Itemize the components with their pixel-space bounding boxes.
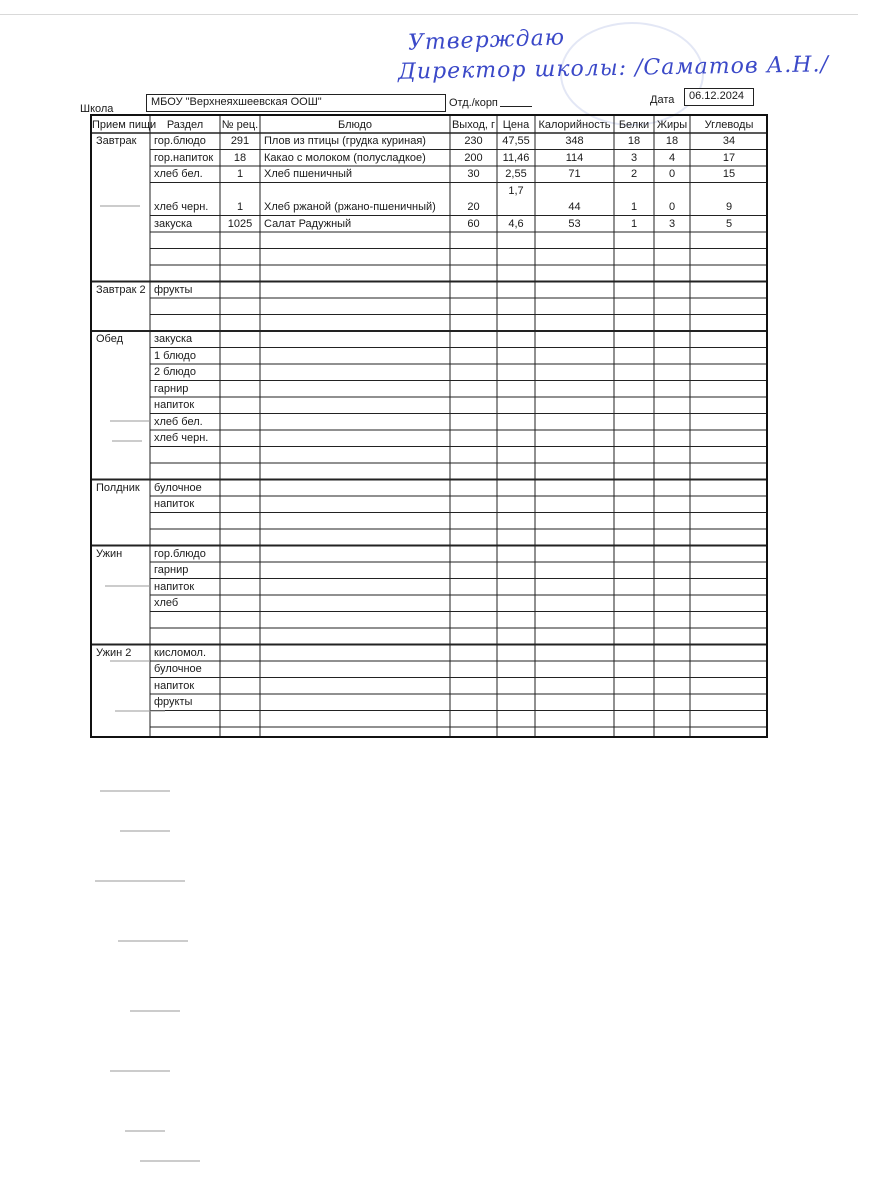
section-label: гарнир	[154, 382, 189, 395]
scan-noise	[110, 1070, 170, 1072]
section-label: хлеб черн.	[154, 432, 209, 444]
section-label: напиток	[154, 399, 195, 411]
menu-cell-carbs: 9	[725, 201, 733, 213]
menu-cell-section: хлеб бел.	[154, 168, 203, 180]
section-label: фрукты	[154, 283, 193, 296]
scan-noise	[140, 1160, 200, 1162]
date-label: Дата	[650, 94, 675, 106]
section-label: булочное	[154, 663, 202, 675]
menu-cell-carbs: 5	[725, 217, 733, 230]
menu-cell-yield: 200	[464, 151, 483, 164]
menu-cell-price: 11,46	[502, 151, 530, 164]
menu-cell-kcal: 114	[565, 151, 584, 164]
section-label: 2 блюдо	[154, 366, 196, 378]
meal-name: Ужин 2	[96, 646, 132, 659]
scan-noise	[118, 940, 188, 942]
menu-cell-carbs: 34	[722, 135, 736, 147]
section-label: хлеб бел.	[154, 415, 203, 428]
menu-cell-recipe: 1025	[227, 217, 253, 230]
section-label: напиток	[154, 498, 195, 510]
menu-cell-recipe: 18	[233, 151, 247, 164]
column-header: Цена	[502, 119, 530, 131]
scan-noise	[95, 880, 185, 882]
menu-cell-price: 2,55	[505, 168, 527, 180]
menu-cell-dish: Какао с молоком (полусладкое)	[264, 151, 426, 164]
scan-edge-line	[0, 14, 858, 15]
school-name-field: МБОУ "Верхнеяхшеевская ООШ"	[146, 94, 446, 112]
menu-cell-carbs: 17	[722, 151, 736, 164]
section-label: фрукты	[154, 696, 193, 708]
scan-noise	[110, 660, 150, 662]
menu-cell-fat: 3	[668, 217, 676, 230]
menu-cell-kcal: 348	[565, 135, 584, 147]
menu-cell-dish: Салат Радужный	[264, 217, 352, 230]
scan-noise	[100, 790, 170, 792]
menu-cell-kcal: 53	[568, 217, 581, 230]
section-label: хлеб	[154, 597, 179, 609]
approval-line-1: Утверждаю	[407, 25, 566, 56]
scan-noise	[112, 440, 142, 442]
section-label: булочное	[154, 481, 202, 494]
menu-cell-yield: 230	[464, 135, 483, 147]
meal-name: Завтрак 2	[96, 283, 146, 296]
menu-cell-recipe: 1	[236, 168, 244, 180]
column-header: Калорийность	[538, 119, 611, 131]
menu-cell-recipe: 291	[230, 135, 250, 147]
section-label: гарнир	[154, 564, 189, 576]
menu-cell-fat: 4	[668, 151, 676, 164]
column-header: Прием пищи	[92, 119, 157, 131]
section-label: 1 блюдо	[154, 349, 196, 362]
scan-noise	[100, 205, 140, 207]
menu-cell-fat: 18	[665, 135, 679, 147]
menu-cell-fat: 0	[668, 168, 676, 180]
menu-table	[90, 114, 768, 738]
menu-cell-section: хлеб черн.	[154, 201, 209, 213]
menu-cell-price: 47,55	[502, 135, 530, 147]
menu-cell-kcal: 44	[568, 201, 581, 213]
menu-cell-section: гор.блюдо	[154, 135, 206, 147]
menu-cell-protein: 3	[630, 151, 638, 164]
section-label: напиток	[154, 679, 195, 692]
menu-cell-protein: 18	[627, 135, 641, 147]
date-field: 06.12.2024	[684, 88, 754, 106]
menu-cell-section: гор.напиток	[154, 151, 214, 164]
menu-cell-carbs: 15	[722, 168, 736, 180]
menu-cell-dish: Плов из птицы (грудка куриная)	[264, 135, 426, 147]
menu-cell-protein: 2	[630, 168, 638, 180]
section-label: напиток	[154, 580, 195, 593]
column-header: Раздел	[166, 119, 204, 131]
column-header: Жиры	[656, 119, 688, 131]
menu-cell-section: закуска	[154, 217, 193, 230]
column-header: Блюдо	[337, 119, 373, 131]
column-header: Белки	[618, 119, 650, 131]
menu-cell-price: 1,7	[508, 184, 524, 197]
section-label: закуска	[154, 333, 193, 345]
scan-noise	[120, 830, 170, 832]
approval-line-2: Директор школы: /Саматов А.Н./	[397, 52, 830, 85]
section-label: гор.блюдо	[154, 547, 206, 560]
scan-noise	[125, 1130, 165, 1132]
menu-cell-protein: 1	[630, 201, 638, 213]
dept-label: Отд./корп	[449, 97, 498, 109]
meal-name: Завтрак	[96, 135, 137, 147]
menu-cell-dish: Хлеб ржаной (ржано-пшеничный)	[264, 201, 436, 213]
menu-cell-yield: 20	[467, 201, 480, 213]
menu-cell-yield: 60	[467, 217, 480, 230]
menu-cell-dish: Хлеб пшеничный	[264, 168, 353, 180]
school-label: Школа	[80, 103, 114, 115]
meal-name: Ужин	[96, 547, 123, 560]
column-header: Выход, г	[451, 119, 496, 131]
dept-field	[500, 91, 532, 107]
menu-cell-fat: 0	[668, 201, 676, 213]
menu-cell-recipe: 1	[236, 201, 244, 213]
scan-noise	[110, 420, 150, 422]
meal-name: Обед	[96, 333, 124, 345]
meal-name: Полдник	[96, 481, 140, 494]
menu-cell-price: 4,6	[508, 217, 524, 230]
scan-noise	[105, 585, 150, 587]
column-header: № рец.	[221, 119, 259, 131]
menu-cell-protein: 1	[630, 217, 638, 230]
scan-noise	[130, 1010, 180, 1012]
scan-noise	[115, 710, 165, 712]
column-header: Углеводы	[704, 119, 754, 131]
section-label: кисломол.	[154, 646, 207, 659]
menu-cell-yield: 30	[467, 168, 480, 180]
menu-cell-kcal: 71	[568, 168, 581, 180]
